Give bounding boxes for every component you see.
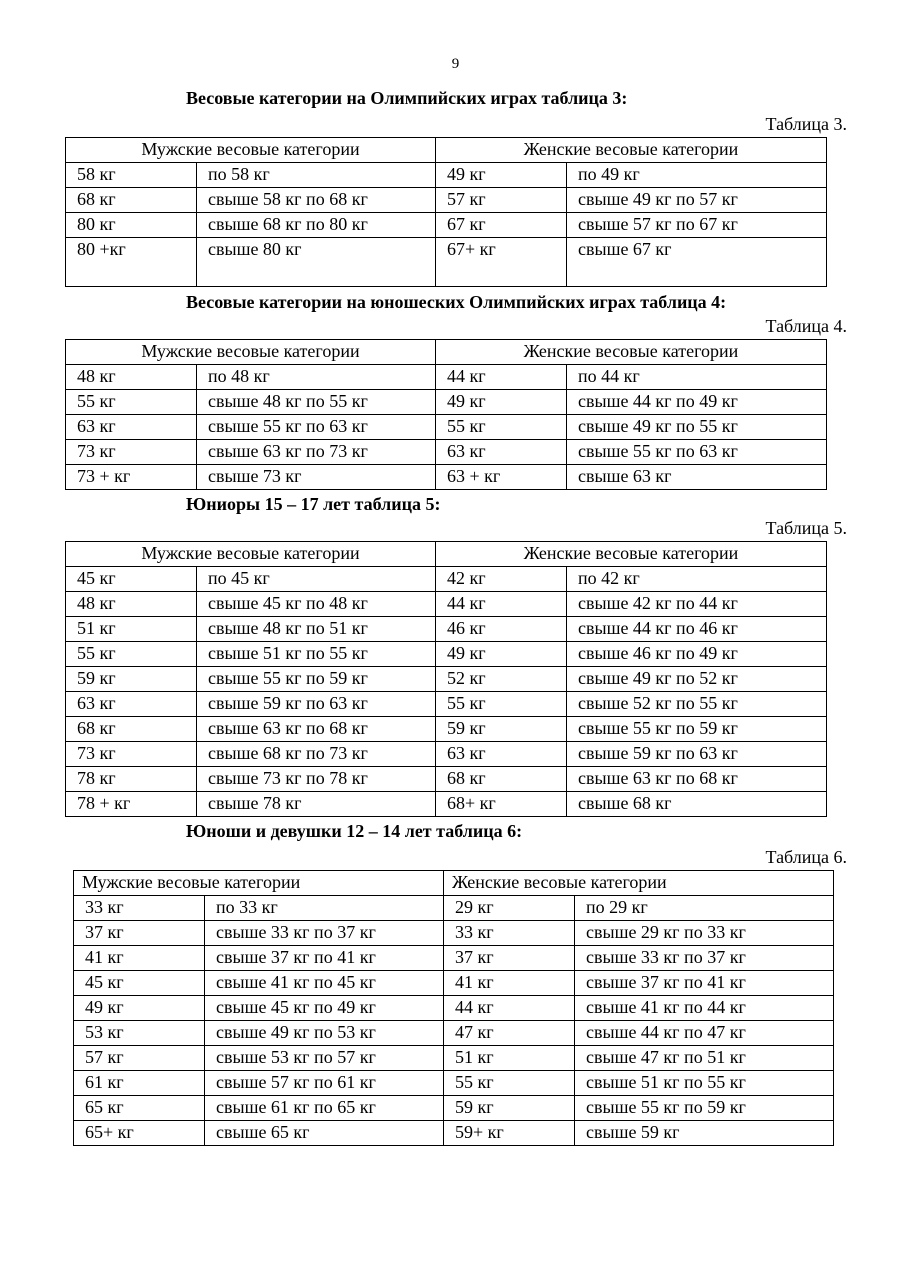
men-weight-cell: 48 кг (66, 365, 197, 390)
table-row (66, 440, 827, 465)
women-range-cell: по 42 кг (567, 567, 827, 592)
women-weight-cell: 52 кг (436, 667, 567, 692)
women-range-cell: свыше 57 кг по 67 кг (567, 213, 827, 238)
men-weight-cell: 49 кг (74, 996, 205, 1021)
men-range-cell: свыше 45 кг по 48 кг (197, 592, 436, 617)
women-range-cell: свыше 49 кг по 57 кг (567, 188, 827, 213)
women-weight-cell: 67 кг (436, 213, 567, 238)
men-range-cell: свыше 55 кг по 59 кг (197, 667, 436, 692)
table-row (74, 1121, 834, 1146)
men-weight-cell: 80 +кг (66, 238, 197, 287)
women-range-cell: по 49 кг (567, 163, 827, 188)
women-range-cell: свыше 47 кг по 51 кг (575, 1046, 834, 1071)
women-weight-cell: 63 кг (436, 742, 567, 767)
women-range-cell: свыше 41 кг по 44 кг (575, 996, 834, 1021)
women-range-cell: свыше 46 кг по 49 кг (567, 642, 827, 667)
men-weight-cell: 68 кг (66, 188, 197, 213)
women-range-cell: свыше 44 кг по 47 кг (575, 1021, 834, 1046)
table-row (74, 1046, 834, 1071)
women-categories-header: Женские весовые категории (436, 138, 827, 163)
men-range-cell: свыше 68 кг по 73 кг (197, 742, 436, 767)
women-weight-cell: 44 кг (436, 365, 567, 390)
men-range-cell: по 58 кг (197, 163, 436, 188)
men-range-cell: свыше 63 кг по 68 кг (197, 717, 436, 742)
table-row (66, 163, 827, 188)
table-row (66, 742, 827, 767)
women-weight-cell: 57 кг (436, 188, 567, 213)
men-range-cell: свыше 53 кг по 57 кг (205, 1046, 444, 1071)
women-range-cell: свыше 52 кг по 55 кг (567, 692, 827, 717)
table-row (74, 1021, 834, 1046)
men-weight-cell: 45 кг (66, 567, 197, 592)
women-range-cell: свыше 55 кг по 59 кг (567, 717, 827, 742)
men-weight-cell: 65 кг (74, 1096, 205, 1121)
men-weight-cell: 59 кг (66, 667, 197, 692)
men-range-cell: свыше 63 кг по 73 кг (197, 440, 436, 465)
section-heading: Весовые категории на Олимпийских играх таблица 3: (186, 88, 628, 108)
section-heading: Юниоры 15 – 17 лет таблица 5: (186, 494, 441, 514)
women-weight-cell: 37 кг (444, 946, 575, 971)
women-range-cell: свыше 44 кг по 49 кг (567, 390, 827, 415)
women-range-cell: свыше 59 кг (575, 1121, 834, 1146)
table-header-row (66, 542, 827, 567)
table-header-row (66, 138, 827, 163)
women-range-cell: свыше 37 кг по 41 кг (575, 971, 834, 996)
men-weight-cell: 53 кг (74, 1021, 205, 1046)
table-label: Таблица 6. (765, 847, 847, 867)
women-range-cell: свыше 55 кг по 63 кг (567, 440, 827, 465)
women-range-cell: свыше 49 кг по 52 кг (567, 667, 827, 692)
men-range-cell: свыше 57 кг по 61 кг (205, 1071, 444, 1096)
table-row (66, 390, 827, 415)
men-weight-cell: 37 кг (74, 921, 205, 946)
table-row (74, 1096, 834, 1121)
men-weight-cell: 61 кг (74, 1071, 205, 1096)
men-range-cell: свыше 48 кг по 55 кг (197, 390, 436, 415)
men-weight-cell: 78 кг (66, 767, 197, 792)
table-row (74, 1071, 834, 1096)
men-range-cell: свыше 51 кг по 55 кг (197, 642, 436, 667)
men-range-cell: свыше 48 кг по 51 кг (197, 617, 436, 642)
men-weight-cell: 55 кг (66, 390, 197, 415)
men-range-cell: свыше 55 кг по 63 кг (197, 415, 436, 440)
women-weight-cell: 49 кг (436, 163, 567, 188)
men-range-cell: по 45 кг (197, 567, 436, 592)
table-label: Таблица 5. (765, 518, 847, 538)
men-range-cell: свыше 41 кг по 45 кг (205, 971, 444, 996)
men-weight-cell: 51 кг (66, 617, 197, 642)
women-range-cell: свыше 51 кг по 55 кг (575, 1071, 834, 1096)
table-row (66, 592, 827, 617)
women-weight-cell: 49 кг (436, 642, 567, 667)
men-range-cell: свыше 61 кг по 65 кг (205, 1096, 444, 1121)
weight-table-4 (65, 339, 827, 490)
table-header-row (66, 340, 827, 365)
women-categories-header: Женские весовые категории (444, 871, 834, 896)
women-range-cell: по 29 кг (575, 896, 834, 921)
table-row (74, 946, 834, 971)
women-range-cell: свыше 59 кг по 63 кг (567, 742, 827, 767)
men-range-cell: свыше 59 кг по 63 кг (197, 692, 436, 717)
women-weight-cell: 44 кг (444, 996, 575, 1021)
table-row (66, 667, 827, 692)
table-row (66, 792, 827, 817)
women-weight-cell: 51 кг (444, 1046, 575, 1071)
weight-table-3 (65, 137, 827, 287)
men-weight-cell: 57 кг (74, 1046, 205, 1071)
women-weight-cell: 68+ кг (436, 792, 567, 817)
weight-table-5 (65, 541, 827, 817)
women-range-cell: свыше 49 кг по 55 кг (567, 415, 827, 440)
women-range-cell: свыше 55 кг по 59 кг (575, 1096, 834, 1121)
page-number: 9 (451, 56, 460, 72)
table-row (74, 921, 834, 946)
women-range-cell: свыше 68 кг (567, 792, 827, 817)
men-range-cell: свыше 73 кг по 78 кг (197, 767, 436, 792)
table-row (66, 365, 827, 390)
men-range-cell: свыше 49 кг по 53 кг (205, 1021, 444, 1046)
women-weight-cell: 59+ кг (444, 1121, 575, 1146)
men-range-cell: по 33 кг (205, 896, 444, 921)
table-row (66, 238, 827, 287)
men-categories-header: Мужские весовые категории (66, 138, 436, 163)
men-range-cell: свыше 37 кг по 41 кг (205, 946, 444, 971)
table-row (74, 996, 834, 1021)
women-weight-cell: 42 кг (436, 567, 567, 592)
men-range-cell: свыше 58 кг по 68 кг (197, 188, 436, 213)
men-categories-header: Мужские весовые категории (66, 340, 436, 365)
men-range-cell: по 48 кг (197, 365, 436, 390)
men-weight-cell: 58 кг (66, 163, 197, 188)
women-weight-cell: 55 кг (436, 415, 567, 440)
men-range-cell: свыше 45 кг по 49 кг (205, 996, 444, 1021)
men-weight-cell: 48 кг (66, 592, 197, 617)
table-row (66, 213, 827, 238)
men-range-cell: свыше 68 кг по 80 кг (197, 213, 436, 238)
women-range-cell: свыше 29 кг по 33 кг (575, 921, 834, 946)
table-row (66, 717, 827, 742)
women-weight-cell: 55 кг (436, 692, 567, 717)
men-weight-cell: 80 кг (66, 213, 197, 238)
women-range-cell: свыше 63 кг (567, 465, 827, 490)
women-weight-cell: 63 + кг (436, 465, 567, 490)
weight-table-6 (73, 870, 834, 1146)
men-range-cell: свыше 80 кг (197, 238, 436, 287)
men-weight-cell: 63 кг (66, 692, 197, 717)
women-weight-cell: 41 кг (444, 971, 575, 996)
table-row (74, 971, 834, 996)
table-label: Таблица 4. (765, 316, 847, 336)
section-heading: Весовые категории на юношеских Олимпийских играх таблица 4: (186, 292, 727, 312)
men-range-cell: свыше 78 кг (197, 792, 436, 817)
table-row (66, 692, 827, 717)
women-weight-cell: 59 кг (436, 717, 567, 742)
table-row (74, 896, 834, 921)
table-row (66, 767, 827, 792)
men-range-cell: свыше 73 кг (197, 465, 436, 490)
women-weight-cell: 29 кг (444, 896, 575, 921)
men-weight-cell: 73 кг (66, 440, 197, 465)
women-weight-cell: 44 кг (436, 592, 567, 617)
table-row (66, 415, 827, 440)
men-range-cell: свыше 33 кг по 37 кг (205, 921, 444, 946)
women-weight-cell: 68 кг (436, 767, 567, 792)
women-range-cell: свыше 63 кг по 68 кг (567, 767, 827, 792)
men-weight-cell: 41 кг (74, 946, 205, 971)
women-weight-cell: 33 кг (444, 921, 575, 946)
women-weight-cell: 55 кг (444, 1071, 575, 1096)
men-range-cell: свыше 65 кг (205, 1121, 444, 1146)
men-weight-cell: 73 кг (66, 742, 197, 767)
women-categories-header: Женские весовые категории (436, 340, 827, 365)
women-range-cell: свыше 44 кг по 46 кг (567, 617, 827, 642)
men-weight-cell: 33 кг (74, 896, 205, 921)
women-weight-cell: 63 кг (436, 440, 567, 465)
women-weight-cell: 47 кг (444, 1021, 575, 1046)
men-weight-cell: 68 кг (66, 717, 197, 742)
men-categories-header: Мужские весовые категории (74, 871, 444, 896)
women-weight-cell: 46 кг (436, 617, 567, 642)
table-row (66, 567, 827, 592)
women-range-cell: свыше 67 кг (567, 238, 827, 287)
men-weight-cell: 63 кг (66, 415, 197, 440)
men-weight-cell: 73 + кг (66, 465, 197, 490)
women-range-cell: свыше 42 кг по 44 кг (567, 592, 827, 617)
men-weight-cell: 65+ кг (74, 1121, 205, 1146)
women-weight-cell: 59 кг (444, 1096, 575, 1121)
women-weight-cell: 67+ кг (436, 238, 567, 287)
men-weight-cell: 45 кг (74, 971, 205, 996)
men-categories-header: Мужские весовые категории (66, 542, 436, 567)
table-label: Таблица 3. (765, 114, 847, 134)
table-header-row (74, 871, 834, 896)
table-row (66, 465, 827, 490)
women-weight-cell: 49 кг (436, 390, 567, 415)
men-weight-cell: 55 кг (66, 642, 197, 667)
table-row (66, 617, 827, 642)
women-categories-header: Женские весовые категории (436, 542, 827, 567)
women-range-cell: по 44 кг (567, 365, 827, 390)
table-row (66, 188, 827, 213)
section-heading: Юноши и девушки 12 – 14 лет таблица 6: (186, 821, 523, 841)
women-range-cell: свыше 33 кг по 37 кг (575, 946, 834, 971)
men-weight-cell: 78 + кг (66, 792, 197, 817)
table-row (66, 642, 827, 667)
